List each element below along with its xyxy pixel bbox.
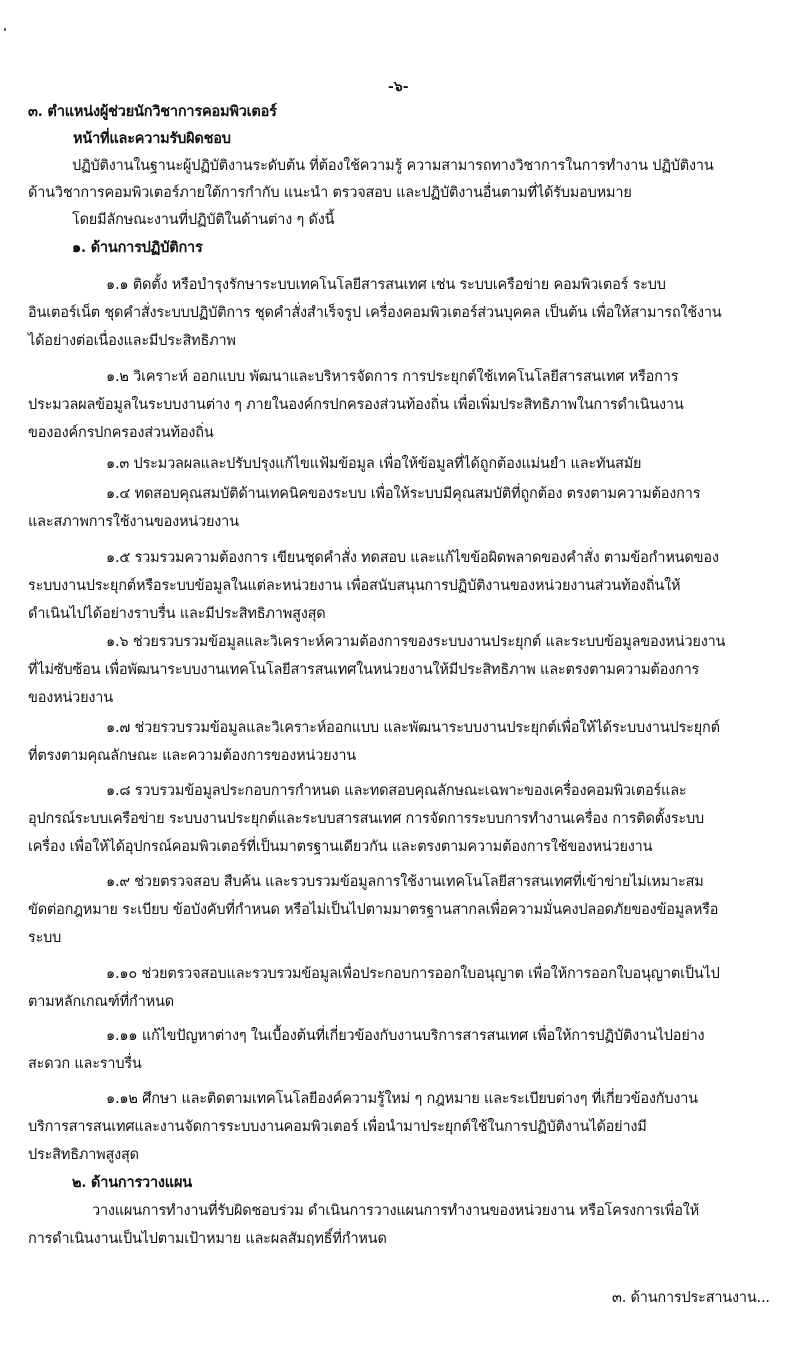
planning-line: วางแผนการทำงานที่รับผิดชอบร่วม ดำเนินการวางแผนการทำงานของหน่วยงาน หรือโครงการเพื่อให้ — [92, 1203, 700, 1219]
item-line: ๑.๑ ติดตั้ง หรือบำรุงรักษาระบบเทคโนโลยีสารสนเทศ เช่น ระบบเครือข่าย คอมพิวเตอร์ ระบบ — [106, 277, 666, 293]
responsibilities-subheading: หน้าที่และความรับผิดชอบ — [73, 130, 231, 147]
page-number: -๖- — [388, 79, 409, 95]
item-line: ที่ตรงตามคุณลักษณะ และความต้องการของหน่วยงาน — [28, 748, 357, 764]
scan-speck — [4, 28, 6, 31]
item-line: ระบบ — [28, 930, 62, 946]
item-line: ๑.๕ รวมรวมความต้องการ เขียนชุดคำสั่ง ทดสอบ และแก้ไขข้อผิดพลาดของคำสั่ง ตามข้อกำหนดของ — [106, 550, 719, 566]
item-line: บริการสารสนเทศและงานจัดการระบบงานคอมพิวเตอร์ เพื่อนำมาประยุกต์ใช้ในการปฏิบัติงานได้อย่างมี — [28, 1119, 647, 1135]
item-line: ๑.๗ ช่วยรวบรวมข้อมูลและวิเคราะห์ออกแบบ และพัฒนาระบบงานประยุกต์เพื่อให้ได้ระบบงานประยุกต์ — [106, 720, 720, 736]
item-line: ขัดต่อกฎหมาย ระเบียบ ข้อบังคับที่กำหนด หรือไม่เป็นไปตามมาตรฐานสากลเพื่อความมั่นคงปลอดภัยของข้อมูลหรือ — [28, 902, 719, 918]
item-line: อินเตอร์เน็ต ชุดคำสั่งระบบปฏิบัติการ ชุดคำสั่งสำเร็จรูป เครื่องคอมพิวเตอร์ส่วนบุคคล เป็นต้น เพื่อให้สามารถใช้งาน — [28, 305, 722, 321]
item-line: ระบบงานประยุกต์หรือระบบข้อมูลในแต่ละหน่วยงาน เพื่อสนับสนุนการปฏิบัติงานของหน่วยงานส่วนท้องถิ่นให้ — [28, 578, 681, 594]
item-line: และสภาพการใช้งานของหน่วยงาน — [28, 514, 239, 530]
item-line: ๑.๓ ประมวลผลและปรับปรุงแก้ไขแฟ้มข้อมูล เพื่อให้ข้อมูลที่ได้ถูกต้องแม่นยำ และทันสมัย — [106, 456, 642, 472]
item-line: ๑.๔ ทดสอบคุณสมบัติด้านเทคนิคของระบบ เพื่อให้ระบบมีคุณสมบัติที่ถูกต้อง ตรงตามความต้องการ — [106, 486, 701, 502]
item-line: ประสิทธิภาพสูงสุด — [28, 1147, 139, 1163]
item-line: ๑.๖ ช่วยรวบรวมข้อมูลและวิเคราะห์ความต้องการของระบบงานประยุกต์ และระบบข้อมูลของหน่วยงาน — [106, 634, 726, 650]
item-line: ๑.๙ ช่วยตรวจสอบ สืบค้น และรวบรวมข้อมูลการใช้งานเทคโนโลยีสารสนเทศที่เข้าข่ายไม่เหมาะสม — [106, 874, 704, 890]
continuation-text: ๓. ด้านการประสานงาน... — [612, 1290, 770, 1306]
item-line: ได้อย่างต่อเนื่องและมีประสิทธิภาพ — [28, 333, 236, 349]
item-line: ตามหลักเกณฑ์ที่กำหนด — [28, 994, 174, 1010]
section-operations-title: ๑. ด้านการปฏิบัติการ — [72, 239, 203, 256]
item-line: สะดวก และราบรื่น — [28, 1056, 142, 1072]
item-line: ๑.๘ รวบรวมข้อมูลประกอบการกำหนด และทดสอบคุณลักษณะเฉพาะของเครื่องคอมพิวเตอร์และ — [106, 783, 687, 799]
item-line: ๑.๒ วิเคราะห์ ออกแบบ พัฒนาและบริหารจัดการ การประยุกต์ใช้เทคโนโลยีสารสนเทศ หรือการ — [106, 369, 679, 385]
section-heading: ๓. ตำแหน่งผู้ช่วยนักวิชาการคอมพิวเตอร์ — [28, 103, 277, 120]
item-line: ๑.๑๑ แก้ไขปัญหาต่างๆ ในเบื้องต้นที่เกี่ยวข้องกับงานบริการสารสนเทศ เพื่อให้การปฏิบัติงานไปอย่าง — [106, 1028, 705, 1044]
item-line: ๑.๑๒ ศึกษา และติดตามเทคโนโลยีองค์ความรู้ใหม่ ๆ กฎหมาย และระเบียบต่างๆ ที่เกี่ยวข้องกับงาน — [106, 1091, 698, 1107]
item-line: เครื่อง เพื่อให้ได้อุปกรณ์คอมพิวเตอร์ที่เป็นมาตรฐานเดียวกัน และตรงตามความต้องการใช้ของหน่วยงาน — [28, 839, 653, 855]
intro-line: ปฏิบัติงานในฐานะผู้ปฏิบัติงานระดับต้น ที่ต้องใช้ความรู้ ความสามารถทางวิชาการในการทำงาน ปฏิบัติงาน — [72, 158, 714, 174]
planning-line: การดำเนินงานเป็นไปตามเป้าหมาย และผลสัมฤทธิ์ที่กำหนด — [28, 1231, 387, 1247]
item-line: ดำเนินไปได้อย่างราบรื่น และมีประสิทธิภาพสูงสุด — [28, 606, 326, 622]
intro-line: ด้านวิชาการคอมพิวเตอร์ภายใต้การกำกับ แนะนำ ตรวจสอบ และปฏิบัติงานอื่นตามที่ได้รับมอบหมาย — [28, 185, 632, 201]
item-line: ประมวลผลข้อมูลในระบบงานต่าง ๆ ภายในองค์กรปกครองส่วนท้องถิ่น เพื่อเพิ่มประสิทธิภาพในการดำเนินงาน — [28, 397, 684, 413]
item-line: ขององค์กรปกครองส่วนท้องถิ่น — [28, 425, 214, 441]
intro-line: โดยมีลักษณะงานที่ปฏิบัติในด้านต่าง ๆ ดังนี้ — [72, 212, 335, 228]
item-line: ของหน่วยงาน — [28, 690, 113, 706]
item-line: อุปกรณ์ระบบเครือข่าย ระบบงานประยุกต์และระบบสารสนเทศ การจัดการระบบการทำงานเครื่อง การติดตั้งระบบ — [28, 811, 705, 827]
item-line: ๑.๑๐ ช่วยตรวจสอบและรวบรวมข้อมูลเพื่อประกอบการออกใบอนุญาต เพื่อให้การออกใบอนุญาตเป็นไป — [106, 966, 720, 982]
section-planning-title: ๒. ด้านการวางแผน — [72, 1174, 192, 1191]
item-line: ที่ไม่ซับซ้อน เพื่อพัฒนาระบบงานเทคโนโลยีสารสนเทศในหน่วยงานให้มีประสิทธิภาพ และตรงตามความต้องการ — [28, 662, 700, 678]
